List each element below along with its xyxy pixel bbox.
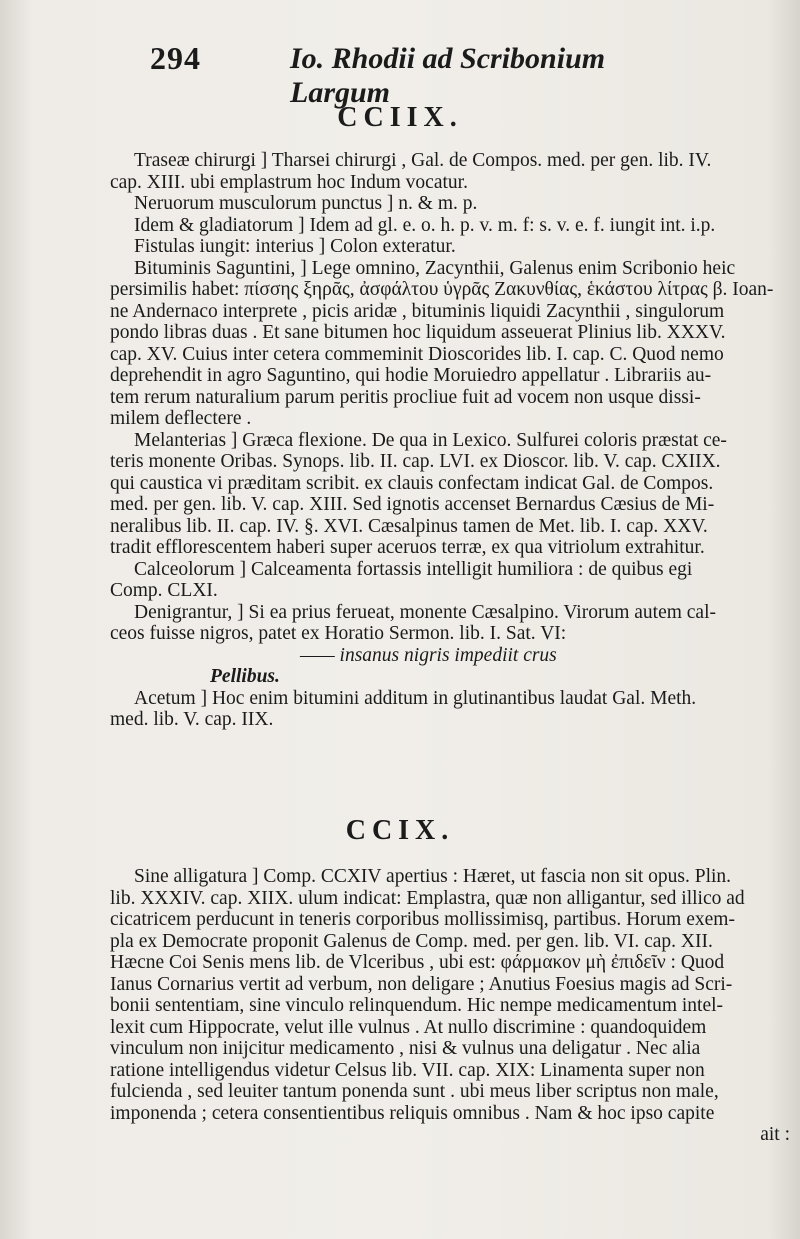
running-title: Io. Rhodii ad Scribonium Largum bbox=[290, 42, 606, 109]
section-2-text bbox=[110, 866, 790, 1146]
text-line: imponenda ; cetera consentientibus reliquis omnibus . Nam & hoc ipso capite bbox=[110, 1102, 715, 1124]
text-line: Melanterias ] Græca flexione. De qua in Lexico. Sulfurei coloris præstat ce- bbox=[134, 429, 727, 451]
text-line: med. per gen. lib. V. cap. XIII. Sed ignotis accenset Bernardus Cæsius de Mi- bbox=[110, 494, 715, 515]
page-header bbox=[150, 40, 710, 109]
text-line: pla ex Democrate proponit Galenus de Comp. med. per gen. lib. VI. cap. XII. bbox=[110, 930, 713, 952]
section-heading-1: CCIIX. bbox=[337, 102, 463, 133]
text-line: lib. XXXIV. cap. XIIX. ulum indicat: Emplastra, quæ non alligantur, sed illico ad bbox=[110, 887, 745, 909]
text-line: fulcienda , sed leuiter tantum ponenda sunt . ubi meus liber scriptus non male, bbox=[110, 1081, 719, 1102]
text-line: cap. XIII. ubi emplastrum hoc Indum vocatur. bbox=[110, 171, 468, 193]
text-line: ait : bbox=[760, 1124, 790, 1145]
text-line: ratione intelligendus videtur Celsus lib. VII. cap. XIX: Linamenta super non bbox=[110, 1059, 705, 1081]
text-line: Denigrantur, ] Si ea prius ferueat, monente Cæsalpino. Virorum autem cal- bbox=[134, 601, 716, 623]
page-number: 294 bbox=[150, 40, 201, 76]
text-line: milem deflectere . bbox=[110, 408, 252, 429]
text-line: ceos fuisse nigros, patet ex Horatio Sermon. lib. I. Sat. VI: bbox=[110, 623, 567, 644]
text-line: bonii sententiam, sine vinculo relinquendum. Hic nempe medicamentum intel- bbox=[110, 995, 724, 1016]
text-line: Fistulas iungit: interius ] Colon exteratur. bbox=[134, 236, 456, 257]
section-1-text bbox=[110, 150, 790, 731]
text-line: teris monente Oribas. Synops. lib. II. cap. LVI. ex Dioscor. lib. V. cap. CXIIX. bbox=[110, 451, 721, 472]
text-line: deprehendit in agro Saguntino, qui hodie Moruiedro appellatur . Librariis au- bbox=[110, 365, 712, 386]
text-line: ne Andernaco interprete , picis aridæ , bituminis liquidi Zacynthii , singulorum bbox=[110, 300, 725, 322]
text-line: med. lib. V. cap. IIX. bbox=[110, 709, 274, 730]
text-line: cicatricem perducunt in teneris corporibus mollissimisq, partibus. Horum exem- bbox=[110, 909, 735, 930]
text-line: tradit efflorescentem haberi super aceruos terræ, ex qua vitriolum extrahitur. bbox=[110, 537, 705, 558]
text-line: cap. XV. Cuius inter cetera commeminit Dioscorides lib. I. cap. C. Quod nemo bbox=[110, 343, 724, 365]
text-line: persimilis habet: πίσσης ξηρᾶς, ἀσφάλτου ὑγρᾶς Ζακυνθίας, ἑκάστου λίτρας β. Ioan- bbox=[110, 279, 774, 300]
text-line: tem rerum naturalium parum peritis procliue fuit ad vocem non usque dissi- bbox=[110, 386, 701, 408]
verse-quote: —— insanus nigris impediit crus bbox=[300, 644, 557, 666]
text-line: Neruorum musculorum punctus ] n. & m. p. bbox=[134, 193, 478, 214]
text-line: vinculum non inijcitur medicamento , nisi & vulnus una deligatur . Nec alia bbox=[110, 1038, 701, 1059]
text-line: neralibus lib. II. cap. IV. §. XVI. Cæsalpinus tamen de Met. lib. I. cap. XXV. bbox=[110, 515, 708, 537]
text-line: Traseæ chirurgi ] Tharsei chirurgi , Gal. de Compos. med. per gen. lib. IV. bbox=[134, 150, 712, 171]
text-line: Acetum ] Hoc enim bitumini additum in glutinantibus laudat Gal. Meth. bbox=[134, 687, 697, 709]
text-line: Comp. CLXI. bbox=[110, 580, 218, 601]
text-line: Hæcne Coi Senis mens lib. de Vlceribus , ubi est: φάρμακον μὴ ἐπιδεῖν : Quod bbox=[110, 952, 725, 973]
text-line: Sine alligatura ] Comp. CCXIV apertius : Hæret, ut fascia non sit opus. Plin. bbox=[134, 866, 732, 887]
section-heading-2: CCIX. bbox=[345, 815, 455, 846]
text-line: pondo libras duas . Et sane bitumen hoc liquidum asseuerat Plinius lib. XXXV. bbox=[110, 322, 726, 343]
text-line: Bituminis Saguntini, ] Lege omnino, Zacynthii, Galenus enim Scribonio heic bbox=[134, 257, 736, 279]
verse-quote: Pellibus. bbox=[210, 666, 280, 687]
text-line: Calceolorum ] Calceamenta fortassis intelligit humiliora : de quibus egi bbox=[134, 558, 693, 580]
text-line: Ianus Cornarius vertit ad verbum, non deligare ; Anutius Foesius magis ad Scri- bbox=[110, 973, 733, 995]
text-line: Idem & gladiatorum ] Idem ad gl. e. o. h. p. v. m. f: s. v. e. f. iungit int. i.p. bbox=[134, 214, 716, 236]
text-line: qui caustica vi præditam scribit. ex clauis confectam indicat Gal. de Compos. bbox=[110, 472, 714, 494]
text-line: lexit cum Hippocrate, velut ille vulnus . At nullo discrimine : quandoquidem bbox=[110, 1016, 707, 1038]
